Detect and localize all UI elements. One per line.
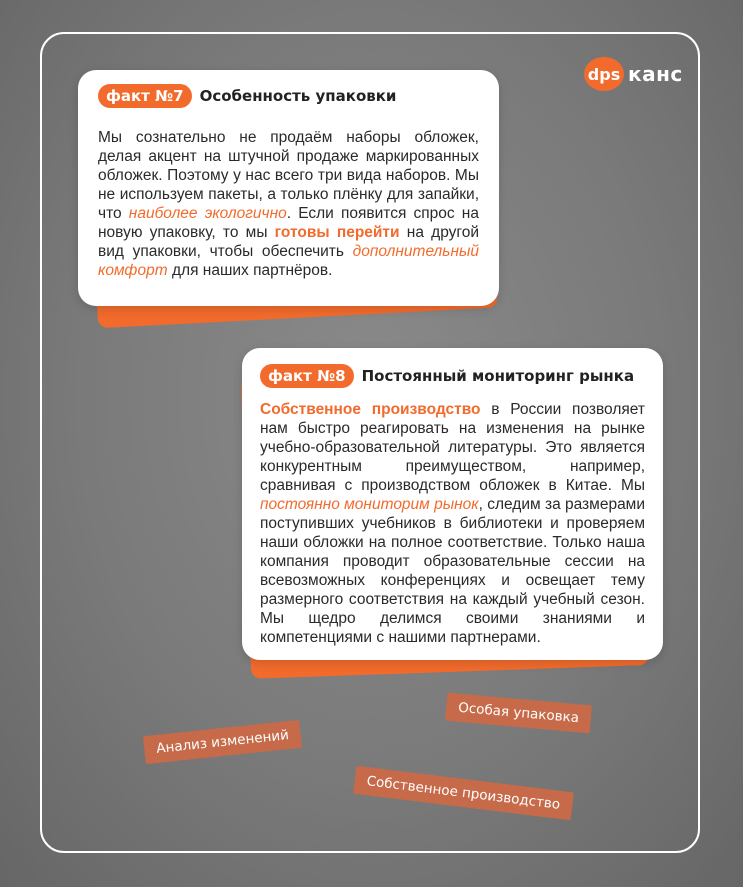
logo-badge: dps xyxy=(584,57,624,91)
fact7-card xyxy=(78,70,499,306)
tag-analysis: Анализ изменений xyxy=(143,720,302,764)
fact8-badge: факт №8 xyxy=(260,364,354,388)
fact7-text-segment: дополнительный комфорт xyxy=(98,243,479,279)
fact8-text-segment: Собственное производство xyxy=(260,401,481,418)
fact8-text-segment: постоянно мониторим рынок xyxy=(260,496,479,513)
fact7-text-segment: . Если появится спрос на новую упаковку, то мы xyxy=(98,205,479,241)
fact8-text-segment: в России позволяет нам быстро реагировать на изменения на рынке учебно-образовательной литературы. Это является конкурентным преимуществом, например, сравнивая с производством обложек в Китае. Мы xyxy=(260,401,645,494)
fact7-title: Особенность упаковки xyxy=(199,87,397,105)
fact7-text xyxy=(98,128,479,280)
fact7-text-segment: на другой вид упаковки, чтобы обеспечить xyxy=(98,224,479,260)
fact7-badge: факт №7 xyxy=(98,84,192,108)
tag-packaging: Особая упаковка xyxy=(445,693,592,734)
fact8-title: Постоянный мониторинг рынка xyxy=(361,367,635,385)
fact8-text xyxy=(260,400,645,647)
fact7-text-segment: для наших партнёров. xyxy=(167,262,333,279)
tag-production: Собственное производство xyxy=(353,766,574,820)
fact7-text-segment: Мы сознательно не продаём наборы обложек, делая акцент на штучной продаже маркированных обложек. Поэтому у нас всего три вида наборов. Мы не используем пакеты, а только плёнку для запайки, что xyxy=(98,129,479,222)
fact7-text-segment: наиболее экологично xyxy=(128,205,287,222)
brand-logo xyxy=(584,57,683,91)
fact8-header xyxy=(260,364,645,388)
logo-text: канс xyxy=(628,62,683,86)
fact8-card xyxy=(242,348,663,660)
fact7-header xyxy=(98,84,479,108)
fact8-text-segment: , следим за размерами поступивших учебников в библиотеки и проверяем наши обложки на полное соответствие. Только наша компания проводит образовательные сессии на всевозможных конференциях и освещает тему размерного соответствия на каждый учебный сезон. Мы щедро делимся своими знаниями и компетенциями с нашими партнерами. xyxy=(260,496,645,646)
fact7-text-segment: готовы перейти xyxy=(274,224,400,241)
